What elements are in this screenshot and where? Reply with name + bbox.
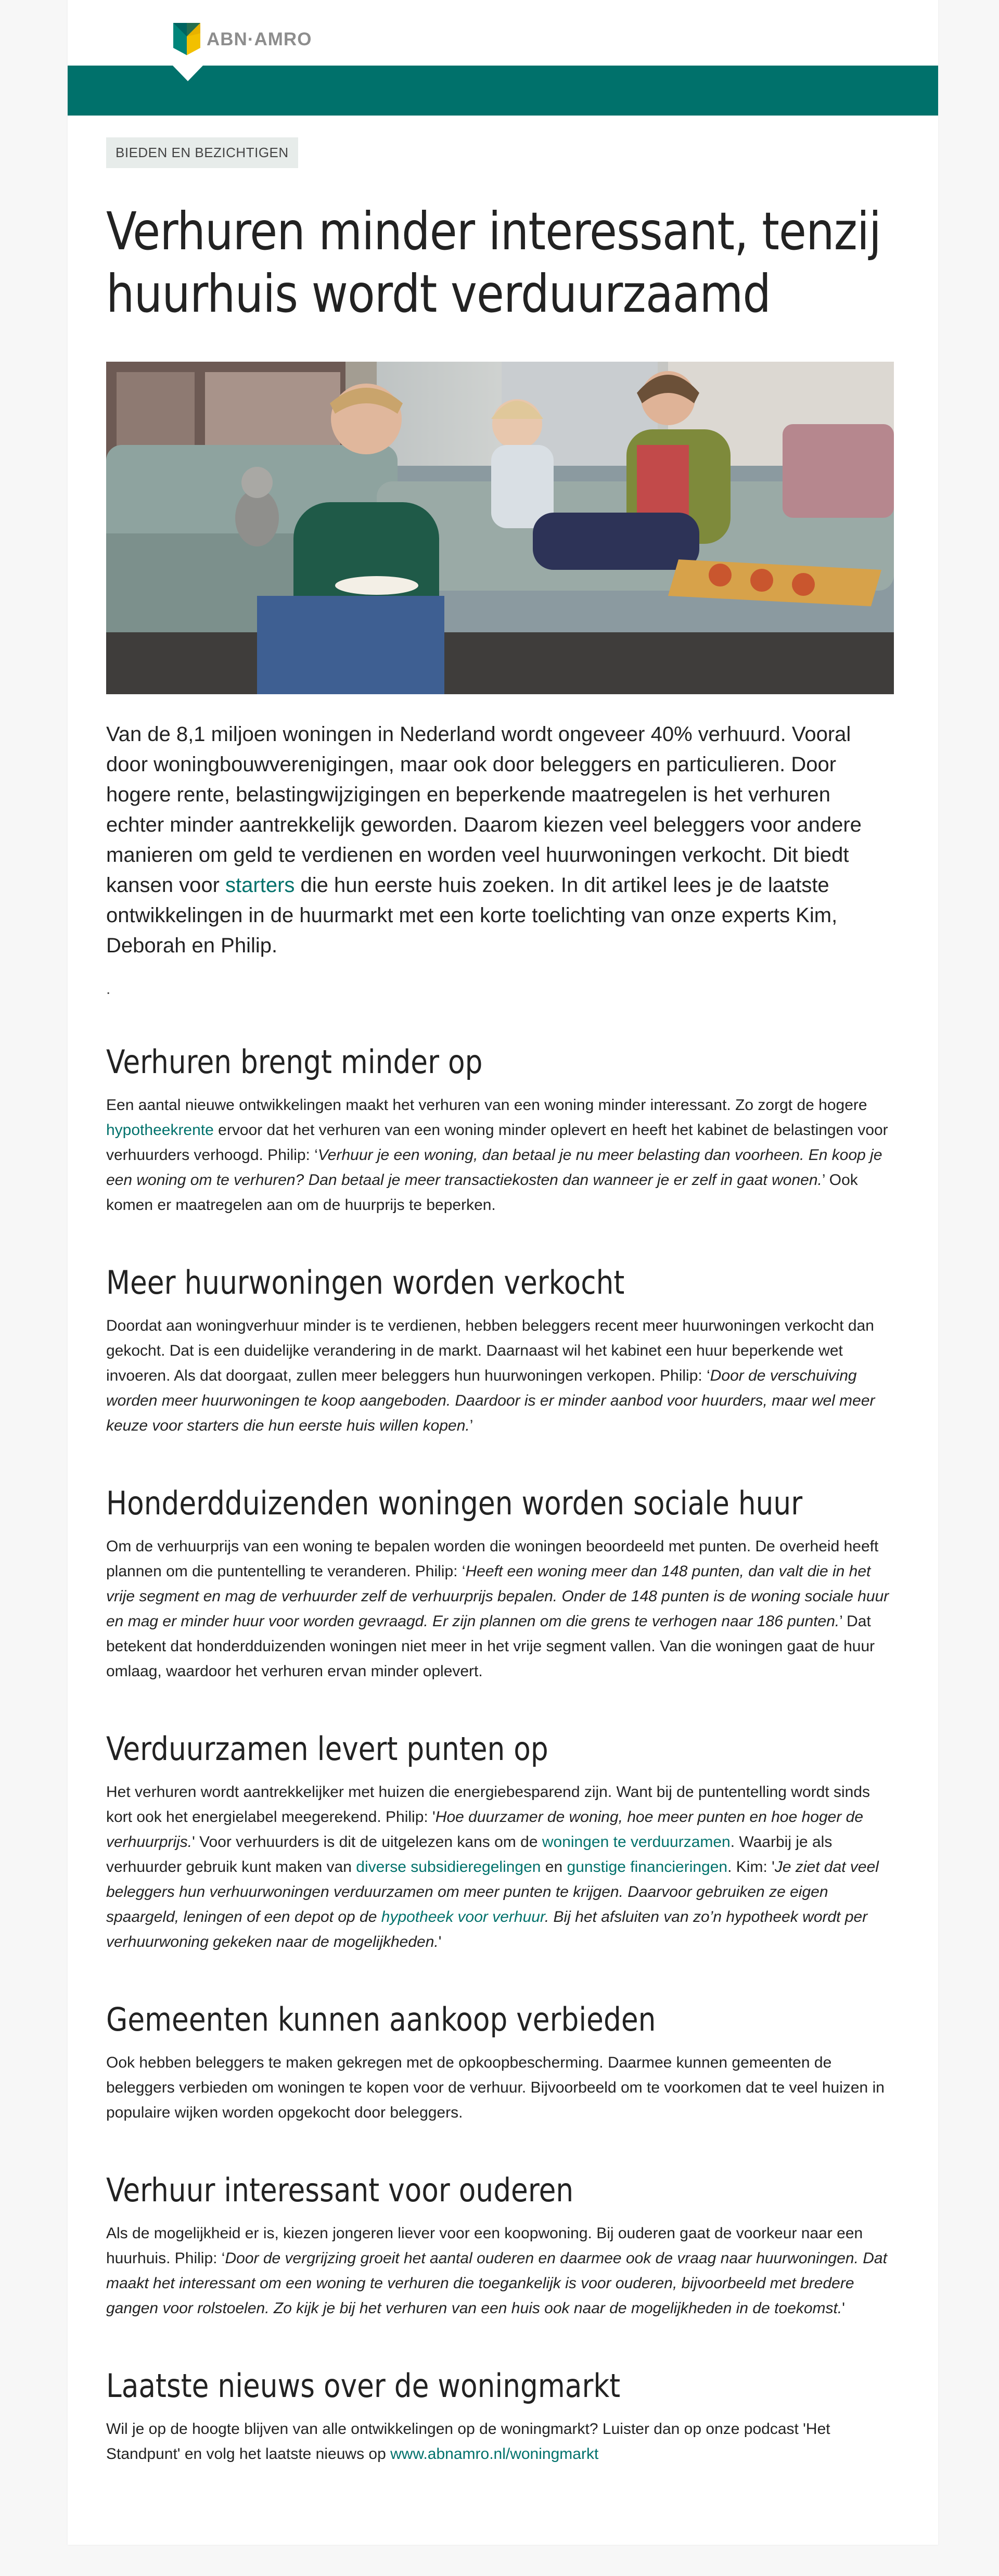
section-heading-3: Honderdduizenden woningen worden sociale huur <box>106 1484 803 1522</box>
s4-text-b: ' Voor verhuurders is dit de uitgelezen kans om de <box>192 1833 542 1851</box>
section-paragraph-1 <box>106 1093 894 1218</box>
s1-text-a: Een aantal nieuwe ontwikkelingen maakt het verhuren van een woning minder interessant. Zo zorgt de hogere <box>106 1096 867 1114</box>
intro-text-b: die hun eerste huis zoeken. In dit artikel lees je de laatste ontwikkelingen in de huurmarkt met een korte toelichting van onze experts Kim, Deborah en Philip. <box>106 874 838 957</box>
s6-quote: Door de vergrijzing groeit het aantal ouderen en daarmee ook de vraag naar huurwoningen. Dat maakt het interessant om een woning te verhuren die toegankelijk is voor ouderen, bijvoorbeeld met bredere gangen voor rolstoelen. Zo kijk je bij het verhuren van een huis ook naar de mogelijkheden in de toekomst. <box>106 2250 887 2317</box>
abn-amro-logo[interactable] <box>173 23 312 55</box>
gunstige-financieringen-link[interactable]: gunstige financieringen <box>567 1858 728 1876</box>
section-heading-2: Meer huurwoningen worden verkocht <box>106 1264 625 1302</box>
s2-text-b: ’ <box>469 1417 473 1434</box>
article-page <box>68 0 938 2545</box>
s3-quote: Heeft een woning meer dan 148 punten, dan valt die in het vrije segment en mag de verhuurder zelf de verhuurprijs bepalen. Onder de 148 punten is de woning sociale huur en mag er minder huur voor worden gevraagd. Er zijn plannen om die grens te verhogen naar 186 punten. <box>106 1563 889 1630</box>
section-heading-7: Laatste nieuws over de woningmarkt <box>106 2367 621 2405</box>
section-heading-1: Verhuren brengt minder op <box>106 1043 483 1081</box>
s2-text-a: Doordat aan woningverhuur minder is te verdienen, hebben beleggers recent meer huurwoningen verkocht dan gekocht. Dat is een duidelijke verandering in de markt. Daarnaast wil het kabinet een huur beperkende wet invoeren. Als dat doorgaat, zullen meer beleggers hun huurwoningen verkopen. Philip: ‘ <box>106 1317 874 1384</box>
section-paragraph-5 <box>106 2050 894 2125</box>
starters-link[interactable]: starters <box>225 874 295 897</box>
s4-quote-1: Hoe duurzamer de woning, hoe meer punten en hoe hoger de verhuurprijs. <box>106 1808 864 1851</box>
article-content <box>106 137 894 2467</box>
section-paragraph-4 <box>106 1780 894 1955</box>
subsidieregelingen-link[interactable]: diverse subsidieregelingen <box>356 1858 541 1876</box>
s4-text-d: en <box>541 1858 567 1876</box>
s6-text-b: ' <box>842 2300 845 2317</box>
section-paragraph-7 <box>106 2417 894 2467</box>
s3-text-a: Om de verhuurprijs van een woning te bepalen worden die woningen beoordeeld met punten. De overheid heeft plannen om die puntentelling te veranderen. Philip: ‘ <box>106 1538 879 1580</box>
intro-paragraph <box>106 719 894 961</box>
section-paragraph-6 <box>106 2221 894 2321</box>
section-heading-6: Verhuur interessant voor ouderen <box>106 2171 574 2209</box>
s4-text-e: . Kim: ' <box>727 1858 775 1876</box>
category-tag[interactable]: BIEDEN EN BEZICHTIGEN <box>106 137 298 168</box>
s4-quote-2: Je ziet dat veel beleggers hun verhuurwoningen verduurzamen om meer punten te krijgen. Daarvoor gebruiken ze eigen spaargeld, leningen of een depot op de <box>106 1858 879 1925</box>
s1-text-b: ervoor dat het verhuren van een woning minder oplevert en heeft het kabinet de belastingen voor verhuurders verhoogd. Philip: ‘ <box>106 1121 888 1164</box>
section-paragraph-2 <box>106 1313 894 1438</box>
woningen-verduurzamen-link[interactable]: woningen te verduurzamen <box>542 1833 731 1851</box>
s5-text-a: Ook hebben beleggers te maken gekregen met de opkoopbescherming. Daarmee kunnen gemeenten de beleggers verbieden om woningen te kopen voor de verhuur. Bijvoorbeeld om te voorkomen dat te veel huizen in populaire wijken worden opgekocht door beleggers. <box>106 2054 885 2121</box>
intro-text-a: Van de 8,1 miljoen woningen in Nederland wordt ongeveer 40% verhuurd. Vooral door woningbouwverenigingen, maar ook door beleggers en particulieren. Door hogere rente, belastingwijzigingen en beperkende maatregelen is het verhuren echter minder aantrekkelijk geworden. Daarom kiezen veel beleggers voor andere manieren om geld te verdienen en worden veel huurwoningen verkocht. Dit biedt kansen voor <box>106 723 862 897</box>
shield-logo-icon <box>173 23 200 55</box>
s2-quote: Door de verschuiving worden meer huurwoningen te koop aangeboden. Daardoor is er minder aanbod voor huurders, maar wel meer keuze voor starters die hun eerste huis willen kopen. <box>106 1367 875 1434</box>
s4-text-f: ' <box>438 1933 442 1950</box>
s1-text-c: ’ Ook komen er maatregelen aan om de huurprijs te beperken. <box>106 1171 858 1214</box>
hypotheekrente-link[interactable]: hypotheekrente <box>106 1121 214 1139</box>
section-heading-4: Verduurzamen levert punten op <box>106 1730 548 1768</box>
header-band <box>68 66 938 116</box>
hypotheek-voor-verhuur-link[interactable]: hypotheek voor verhuur <box>381 1908 545 1925</box>
s1-quote: Verhuur je een woning, dan betaal je nu meer belasting dan voorheen. En koop je een woning om te verhuren? Dan betaal je meer transactiekosten dan wanneer je er zelf in gaat wonen. <box>106 1146 882 1189</box>
separator-dot: . <box>106 980 111 998</box>
site-header <box>68 0 938 66</box>
article-title: Verhuren minder interessant, tenzij huurhuis wordt verduurzaamd <box>106 201 881 324</box>
s4-text-c: . Waarbij je als verhuurder gebruik kunt maken van <box>106 1833 832 1876</box>
family-on-couch-photo-icon <box>106 362 894 694</box>
section-paragraph-3 <box>106 1534 894 1684</box>
s4-text-a: Het verhuren wordt aantrekkelijker met huizen die energiebesparend zijn. Want bij de puntentelling wordt sinds kort ook het energielabel meegerekend. Philip: ' <box>106 1783 870 1826</box>
s4-quote-3: . Bij het afsluiten van zo’n hypotheek wordt per verhuurwoning gekeken naar de mogelijkheden. <box>106 1908 868 1950</box>
header-notch <box>173 66 203 81</box>
logo-text: ABN·AMRO <box>207 29 312 49</box>
s6-text-a: Als de mogelijkheid er is, kiezen jongeren liever voor een koopwoning. Bij ouderen gaat de voorkeur naar een huurhuis. Philip: ‘ <box>106 2225 863 2267</box>
woningmarkt-link[interactable]: www.abnamro.nl/woningmarkt <box>390 2445 599 2463</box>
section-heading-5: Gemeenten kunnen aankoop verbieden <box>106 2000 656 2038</box>
s7-text-a: Wil je op de hoogte blijven van alle ontwikkelingen op de woningmarkt? Luister dan op onze podcast 'Het Standpunt' en volg het laatste nieuws op <box>106 2420 830 2463</box>
s3-text-b: ’ Dat betekent dat honderdduizenden woningen niet meer in het vrije segment vallen. Van die woningen gaat de huur omlaag, waardoor het verhuren ervan minder oplevert. <box>106 1613 875 1680</box>
